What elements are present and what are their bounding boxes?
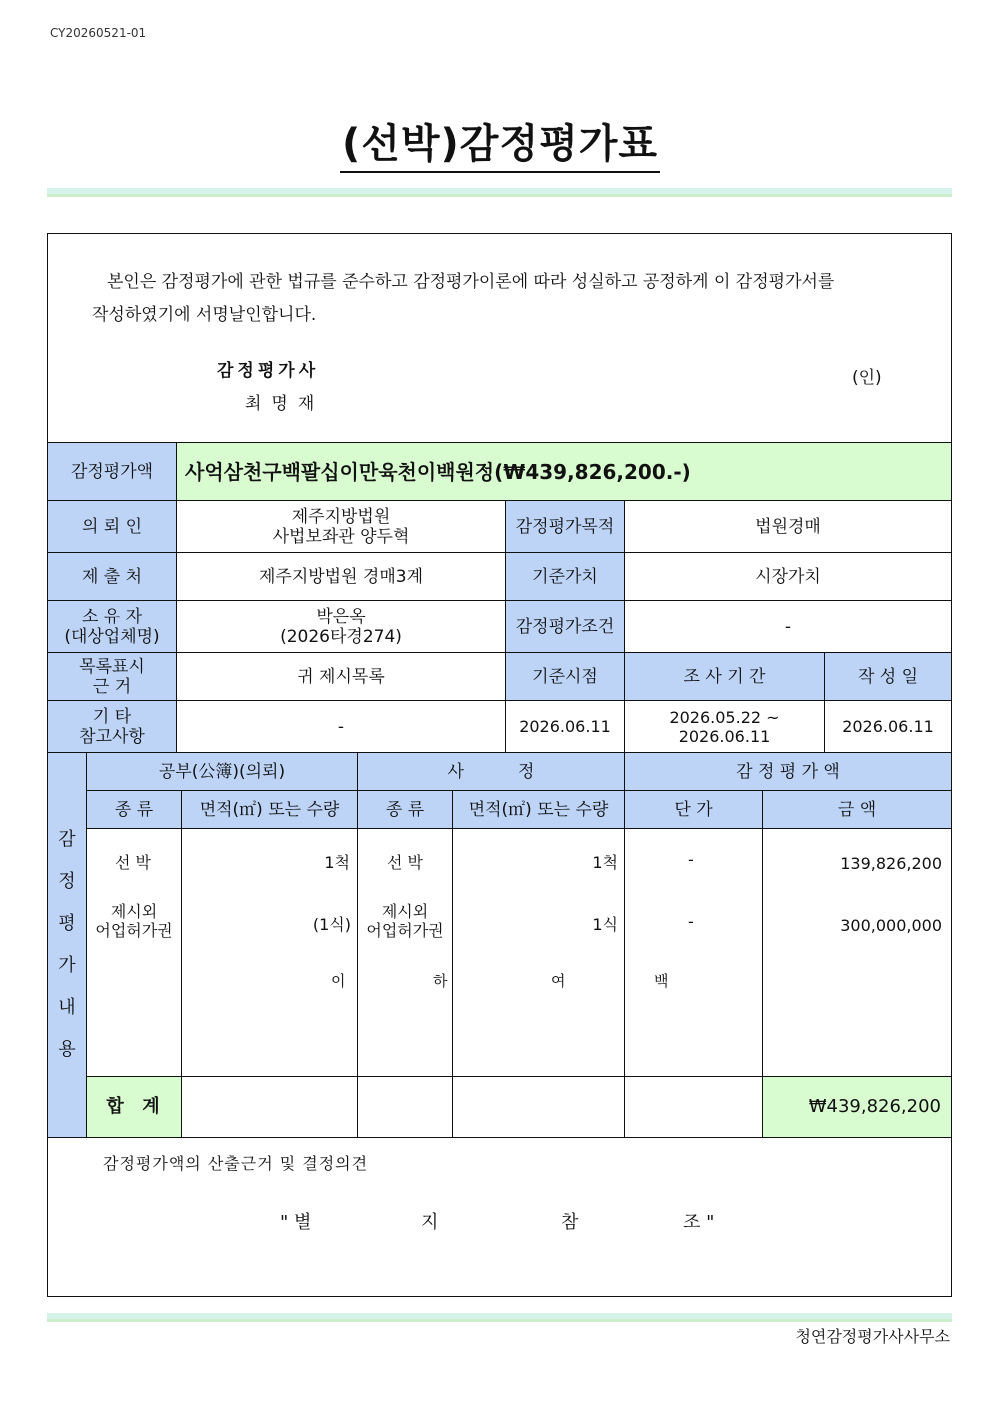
col-actual-area: 면적(㎡) 또는 수량	[452, 790, 625, 829]
side-char: 평	[58, 913, 76, 934]
submit-value: 제주지방법원 경매3계	[176, 552, 506, 601]
case-number: (2026타경274)	[280, 626, 402, 647]
col-registry-kind: 종 류	[86, 790, 182, 829]
client-officer: 사법보좌관 양두혁	[272, 526, 410, 547]
col-registry-area: 면적(㎡) 또는 수량	[181, 790, 358, 829]
client-value	[176, 500, 506, 553]
signer-title: 감정평가사	[217, 361, 320, 381]
list-basis-label-line-1: 목록표시	[79, 656, 145, 677]
submit-label: 제 출 처	[47, 552, 177, 601]
blank-mark: 백	[654, 972, 669, 990]
purpose-label: 감정평가목적	[505, 500, 625, 553]
row2-amount: 300,000,000	[840, 916, 942, 935]
bottom-divider-band	[47, 1313, 952, 1322]
side-char: 감	[58, 829, 76, 850]
basis-value: 시장가치	[624, 552, 952, 601]
page-title	[0, 112, 1000, 169]
client-label: 의 뢰 인	[47, 500, 177, 553]
total-value: ₩439,826,200	[762, 1076, 952, 1138]
blank-mark: 하	[433, 972, 448, 990]
side-char: 내	[58, 997, 76, 1018]
group-actual-header: 사 정	[357, 752, 625, 791]
side-char: 가	[58, 955, 76, 976]
ref-open: " 별	[280, 1212, 312, 1233]
row2-actual-kind	[359, 902, 451, 940]
oath-statement	[92, 266, 912, 332]
survey-start: 2026.05.22 ~	[669, 707, 780, 727]
blank-mark: 이	[331, 972, 346, 990]
ref-char-3: 참	[561, 1212, 579, 1233]
survey-period-value	[624, 700, 825, 753]
row2-registry-kind-line-1: 제시외	[110, 902, 158, 921]
row1-registry-kind: 선 박	[115, 853, 151, 872]
row2-registry-qty: (1식)	[312, 915, 351, 934]
row2-unit-price: -	[688, 912, 694, 931]
signer-name: 최명재	[245, 394, 325, 414]
group-registry-header: 공부(公簿)(의뢰)	[86, 752, 358, 791]
row1-unit-price: -	[688, 850, 694, 869]
page-title-text: (선박)감정평가표	[340, 121, 660, 173]
total-label: 합 계	[86, 1076, 182, 1138]
total-blank-3	[452, 1076, 625, 1138]
written-date-label: 작 성 일	[824, 652, 952, 701]
col-unit-price: 단 가	[624, 790, 763, 829]
list-basis-label	[47, 652, 177, 701]
total-blank-2	[357, 1076, 453, 1138]
owner-value	[176, 600, 506, 653]
owner-name: 박은옥	[316, 606, 366, 627]
opinion-heading: 감정평가액의 산출근거 및 결정의견	[103, 1154, 369, 1173]
client-court: 제주지방법원	[291, 506, 391, 527]
oath-line-1: 본인은 감정평가에 관한 법규를 준수하고 감정평가이론에 따라 성실하고 공정하게 이 감정평가서를	[107, 272, 835, 292]
owner-label	[47, 600, 177, 653]
amount-label: 감정평가액	[47, 442, 177, 501]
col-actual-kind: 종 류	[357, 790, 453, 829]
row1-amount: 139,826,200	[840, 854, 942, 873]
amount-value: 사억삼천구백팔십이만육천이백원정(₩439,826,200.-)	[176, 442, 952, 501]
top-divider-band	[47, 188, 952, 197]
col-amount: 금 액	[762, 790, 952, 829]
side-char: 정	[58, 871, 76, 892]
side-char: 용	[58, 1039, 76, 1060]
condition-label: 감정평가조건	[505, 600, 625, 653]
row2-actual-kind-line-1: 제시외	[381, 902, 429, 921]
base-date-value: 2026.06.11	[505, 700, 625, 753]
base-date-label: 기준시점	[505, 652, 625, 701]
seal-mark: (인)	[852, 368, 882, 388]
row1-actual-qty: 1척	[592, 853, 618, 872]
oath-line-2: 작성하였기에 서명날인합니다.	[92, 305, 317, 325]
purpose-value: 법원경매	[624, 500, 952, 553]
office-name: 청연감정평가사사무소	[795, 1327, 950, 1346]
row2-registry-kind-line-2: 어업허가권	[95, 921, 173, 940]
blank-mark: 여	[551, 972, 566, 990]
owner-label-line-2: (대상업체명)	[64, 626, 160, 647]
total-blank-1	[181, 1076, 358, 1138]
condition-value: -	[624, 600, 952, 653]
ref-close: 조 "	[683, 1212, 715, 1233]
owner-label-line-1: 소 유 자	[81, 606, 143, 627]
etc-label	[47, 700, 177, 753]
detail-side-label	[47, 752, 87, 1138]
row2-registry-kind	[88, 902, 180, 940]
row1-actual-kind: 선 박	[387, 853, 423, 872]
survey-period-label: 조 사 기 간	[624, 652, 825, 701]
list-basis-value: 귀 제시목록	[176, 652, 506, 701]
etc-label-line-2: 참고사항	[79, 726, 145, 747]
row1-registry-qty: 1척	[324, 853, 350, 872]
row2-actual-qty: 1식	[592, 915, 618, 934]
ref-char-2: 지	[421, 1212, 439, 1233]
written-date-value: 2026.06.11	[824, 700, 952, 753]
basis-label: 기준가치	[505, 552, 625, 601]
document-number: CY20260521-01	[50, 26, 147, 40]
group-amount-header: 감 정 평 가 액	[624, 752, 952, 791]
etc-label-line-1: 기 타	[92, 706, 132, 727]
survey-end: 2026.06.11	[678, 726, 771, 746]
list-basis-label-line-2: 근 거	[92, 676, 132, 697]
total-blank-4	[624, 1076, 763, 1138]
etc-value: -	[176, 700, 506, 753]
row2-actual-kind-line-2: 어업허가권	[366, 921, 444, 940]
